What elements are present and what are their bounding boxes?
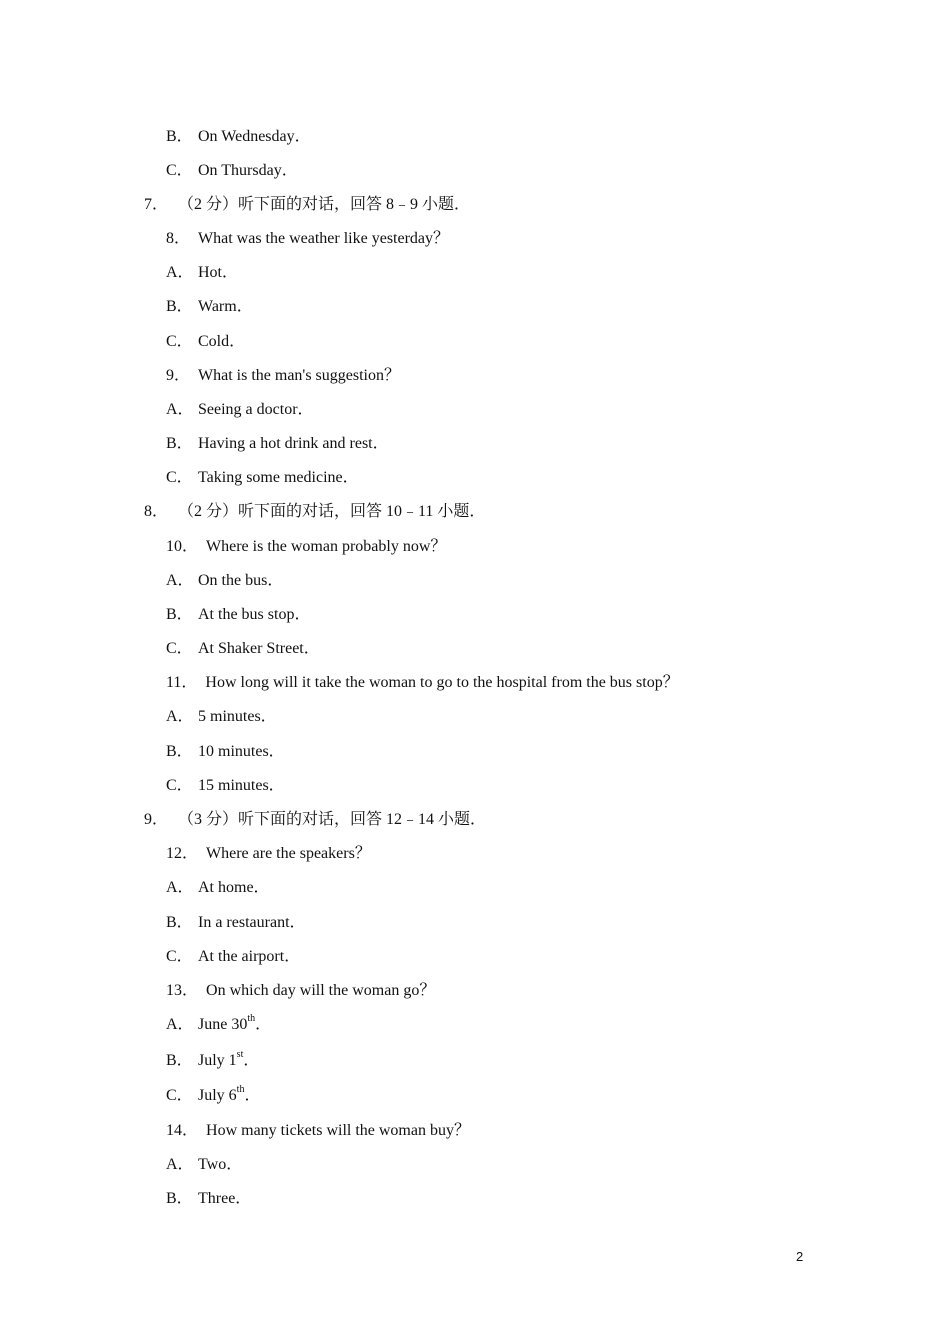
question-text: How long will it take the woman to go to the hospital from the bus stop？	[205, 674, 679, 691]
question-12	[166, 844, 371, 864]
option-text: 15 minutes．	[198, 777, 285, 794]
option-text: June 30	[198, 1016, 248, 1033]
option-10-b	[166, 605, 310, 625]
option-13-b	[166, 1048, 260, 1071]
question-number: 14．	[166, 1122, 199, 1139]
option-13-c	[166, 1083, 261, 1106]
question-text: On which day will the woman go？	[206, 982, 436, 999]
option-10-c	[166, 639, 320, 659]
option-end: ．	[243, 1052, 260, 1069]
option-text: On Thursday．	[198, 162, 298, 179]
option-text: On the bus．	[198, 572, 284, 589]
option-6-b	[166, 127, 311, 147]
option-label: C．	[166, 777, 193, 794]
option-9-a	[166, 400, 314, 420]
option-text: Cold．	[198, 333, 246, 350]
ordinal-suffix: th	[247, 1012, 256, 1024]
option-label: C．	[166, 162, 193, 179]
section-number: 7．	[144, 196, 169, 213]
option-12-b	[166, 913, 306, 933]
section-number: 9．	[144, 811, 169, 828]
section-number: 8．	[144, 503, 169, 520]
option-13-a	[166, 1012, 272, 1035]
option-text: Two．	[198, 1156, 243, 1173]
option-9-c	[166, 468, 359, 488]
option-text: At home．	[198, 879, 270, 896]
question-10	[166, 537, 446, 557]
option-label: B．	[166, 743, 193, 760]
question-11	[166, 673, 679, 693]
question-13	[166, 981, 435, 1001]
option-label: C．	[166, 333, 193, 350]
option-14-a	[166, 1155, 242, 1175]
option-label: A．	[166, 401, 194, 418]
option-8-b	[166, 297, 253, 317]
option-label: B．	[166, 435, 193, 452]
option-label: C．	[166, 640, 193, 657]
question-number: 10．	[166, 538, 199, 555]
option-label: C．	[166, 948, 193, 965]
question-number: 12．	[166, 845, 199, 862]
option-label: B．	[166, 606, 193, 623]
option-label: B．	[166, 128, 193, 145]
section-instruction: （3 分）听下面的对话，回答 12﹣14 小题．	[178, 811, 487, 828]
option-label: A．	[166, 264, 194, 281]
option-text: 10 minutes．	[198, 743, 285, 760]
question-text: What was the weather like yesterday？	[198, 230, 450, 247]
option-label: A．	[166, 708, 194, 725]
question-8	[166, 229, 449, 249]
option-label: B．	[166, 298, 193, 315]
question-text: How many tickets will the woman buy？	[206, 1122, 470, 1139]
option-8-a	[166, 263, 238, 283]
option-8-c	[166, 332, 245, 352]
option-end: ．	[244, 1087, 261, 1104]
option-end: ．	[255, 1016, 272, 1033]
option-text: Hot．	[198, 264, 239, 281]
question-text: Where are the speakers？	[206, 845, 371, 862]
question-14	[166, 1121, 470, 1141]
question-text: What is the man's suggestion？	[198, 367, 400, 384]
page-number: 2	[796, 1249, 804, 1264]
option-text: Seeing a doctor．	[198, 401, 314, 418]
option-label: C．	[166, 469, 193, 486]
question-9	[166, 366, 400, 386]
option-14-b	[166, 1189, 251, 1209]
question-number: 11．	[166, 674, 198, 691]
option-label: B．	[166, 914, 193, 931]
section-7-heading	[144, 195, 470, 215]
option-text: Having a hot drink and rest．	[198, 435, 389, 452]
option-9-b	[166, 434, 389, 454]
option-label: A．	[166, 572, 194, 589]
option-11-b	[166, 742, 285, 762]
option-text: Taking some medicine．	[198, 469, 359, 486]
option-12-c	[166, 947, 300, 967]
option-6-c	[166, 161, 298, 181]
option-text: Warm．	[198, 298, 253, 315]
option-text: At Shaker Street．	[198, 640, 320, 657]
ordinal-suffix: st	[236, 1048, 244, 1060]
option-text: In a restaurant．	[198, 914, 306, 931]
option-text: Three．	[198, 1190, 252, 1207]
option-text: At the bus stop．	[198, 606, 311, 623]
section-8-heading	[144, 502, 485, 522]
section-9-heading	[144, 810, 486, 830]
section-instruction: （2 分）听下面的对话，回答 10﹣11 小题．	[178, 503, 486, 520]
section-instruction: （2 分）听下面的对话，回答 8﹣9 小题．	[178, 196, 471, 213]
option-text: July 1	[198, 1052, 237, 1069]
ordinal-suffix: th	[236, 1083, 245, 1095]
option-label: A．	[166, 1156, 194, 1173]
question-number: 9．	[166, 367, 191, 384]
option-12-a	[166, 878, 270, 898]
question-number: 8．	[166, 230, 191, 247]
option-text: 5 minutes．	[198, 708, 277, 725]
option-10-a	[166, 571, 283, 591]
option-text: July 6	[198, 1087, 237, 1104]
option-text: At the airport．	[198, 948, 301, 965]
option-11-a	[166, 707, 277, 727]
option-label: A．	[166, 1016, 194, 1033]
option-label: A．	[166, 879, 194, 896]
option-label: B．	[166, 1052, 193, 1069]
question-number: 13．	[166, 982, 199, 999]
question-text: Where is the woman probably now？	[206, 538, 447, 555]
option-11-c	[166, 776, 285, 796]
option-label: C．	[166, 1087, 193, 1104]
option-text: On Wednesday．	[198, 128, 311, 145]
option-label: B．	[166, 1190, 193, 1207]
